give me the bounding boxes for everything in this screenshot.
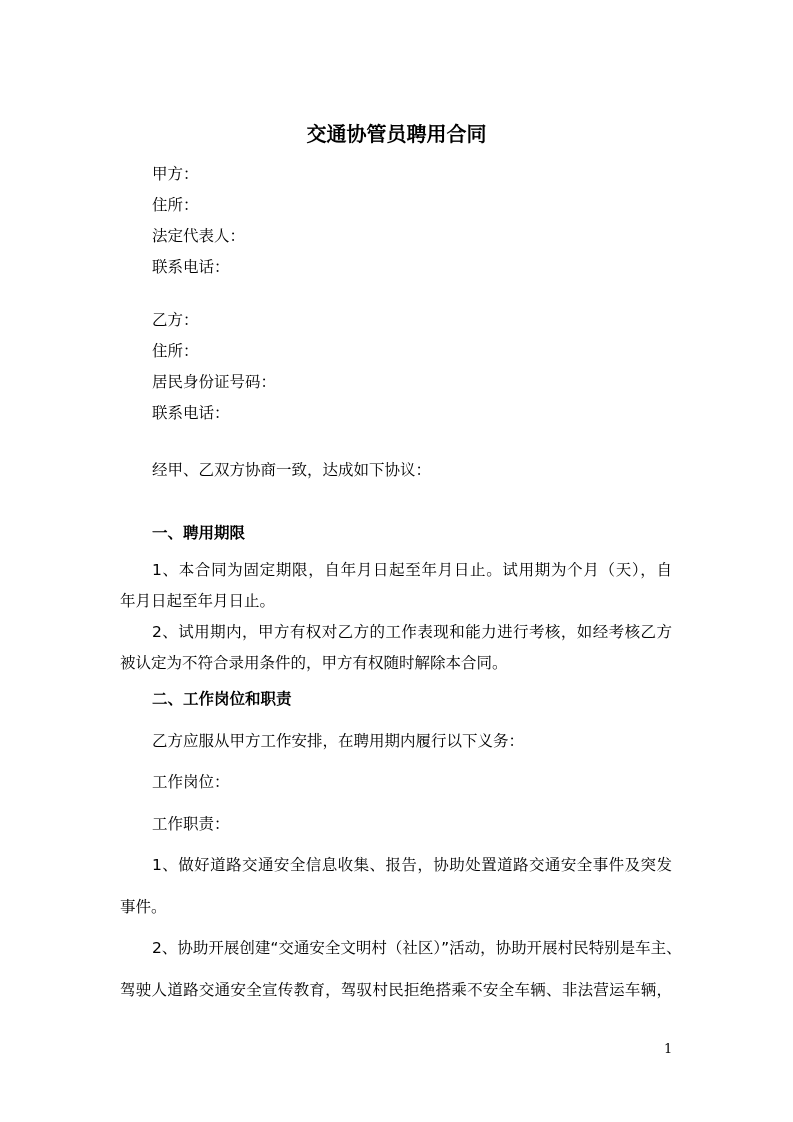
party-a-rep-label: 法定代表人： — [152, 227, 246, 245]
position-label: 工作岗位： — [152, 773, 230, 791]
intro-paragraph: 经甲、乙双方协商一致，达成如下协议： — [152, 461, 432, 479]
page-title: 交通协管员聘用合同 — [306, 122, 487, 146]
page-number: 1 — [664, 1042, 673, 1057]
party-a-phone-label: 联系电话： — [152, 258, 230, 276]
duty-1-line-2: 事件。 — [120, 898, 167, 916]
section-1-item-2-line-1: 2、试用期内，甲方有权对乙方的工作表现和能力进行考核，如经考核乙方 — [152, 623, 672, 641]
duties-label: 工作职责： — [152, 815, 230, 833]
duty-2-line-1: 2、协助开展创建“交通安全文明村（社区）”活动，协助开展村民特别是车主、 — [152, 939, 682, 957]
section-1-heading: 一、聘用期限 — [152, 524, 246, 542]
party-b-address-label: 住所： — [152, 342, 199, 360]
section-1-item-1-line-1: 1、本合同为固定期限，自年月日起至年月日止。试用期为个月（天），自 — [152, 561, 672, 579]
section-2-heading: 二、工作岗位和职责 — [152, 690, 292, 708]
party-a-address-label: 住所： — [152, 196, 199, 214]
section-1-item-2-line-2: 被认定为不符合录用条件的，甲方有权随时解除本合同。 — [120, 654, 508, 672]
duty-2-line-2: 驾驶人道路交通安全宣传教育，驾驭村民拒绝搭乘不安全车辆、非法营运车辆， — [120, 981, 672, 999]
party-a-name-label: 甲方： — [152, 165, 199, 183]
party-b-name-label: 乙方： — [152, 311, 199, 329]
section-1-item-1-line-2: 年月日起至年月日止。 — [120, 592, 276, 610]
party-b-id-label: 居民身份证号码： — [152, 373, 277, 391]
duty-1-line-1: 1、做好道路交通安全信息收集、报告，协助处置道路交通安全事件及突发 — [152, 856, 672, 874]
section-2-intro: 乙方应服从甲方工作安排，在聘用期内履行以下义务： — [152, 732, 525, 750]
party-b-phone-label: 联系电话： — [152, 404, 230, 422]
